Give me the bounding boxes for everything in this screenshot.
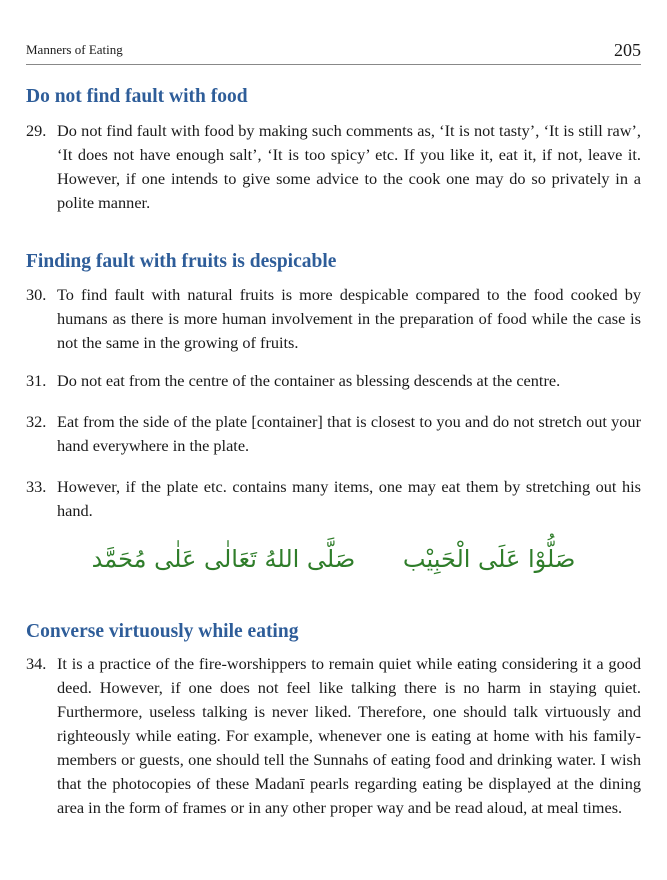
item-number: 34. [26,654,47,673]
item-number: 33. [26,477,47,496]
item-text: However, if the plate etc. contains many items, one may eat them by stretching out his hand. [57,477,641,520]
page-number: 205 [614,40,641,60]
item-text: Do not find fault with food by making such comments as, ‘It is not tasty’, ‘It is still raw’, ‘It does not have enough salt’, ‘It is too spicy’ etc. If you like it, eat it, if not, leave it. However, if one intends to give some advice to the cook one may do so privately in a polite manner. [57,121,641,212]
item-text: To find fault with natural fruits is more despicable compared to the food cooked by humans as there is more human involvement in the preparation of food while the case is not the same in the growing of fruits. [57,285,641,352]
arabic-salutation [0,545,667,585]
running-title: Manners of Eating [26,42,123,57]
item-number: 31. [26,371,47,390]
section-heading-fault-fruits: Finding fault with fruits is despicable [26,251,337,272]
item-number: 30. [26,285,47,304]
arabic-salutation-right: صَلُّوْا عَلَی الْحَبِیْب [402,545,576,573]
arabic-salutation-left: صَلَّی اللهُ تَعَالٰی عَلٰی مُحَمَّد [91,545,356,573]
item-number: 29. [26,121,47,140]
item-text: Eat from the side of the plate [container] that is closest to you and do not stretch out your hand everywhere in the plate. [57,412,641,455]
item-text: It is a practice of the fire-worshippers to remain quiet while eating considering it a good deed. However, if one does not feel like talking there is no harm in staying quiet. Furthermore, useless talking is never liked. Therefore, one should talk virtuously and righteously while eating. For example, whenever one is eating at home with his family-members or guests, one should tell the Sunnahs of eating food and drinking water. I wish that the photocopies of these Madanī pearls regarding eating be displayed at the dining area in the form of frames or in any other proper way and be read aloud, at meal times. [57,654,641,817]
item-number: 32. [26,412,47,431]
running-header [26,36,641,65]
section-heading-fault-food: Do not find fault with food [26,86,248,107]
section-heading-converse: Converse virtuously while eating [26,621,299,642]
item-text: Do not eat from the centre of the container as blessing descends at the centre. [57,371,561,390]
